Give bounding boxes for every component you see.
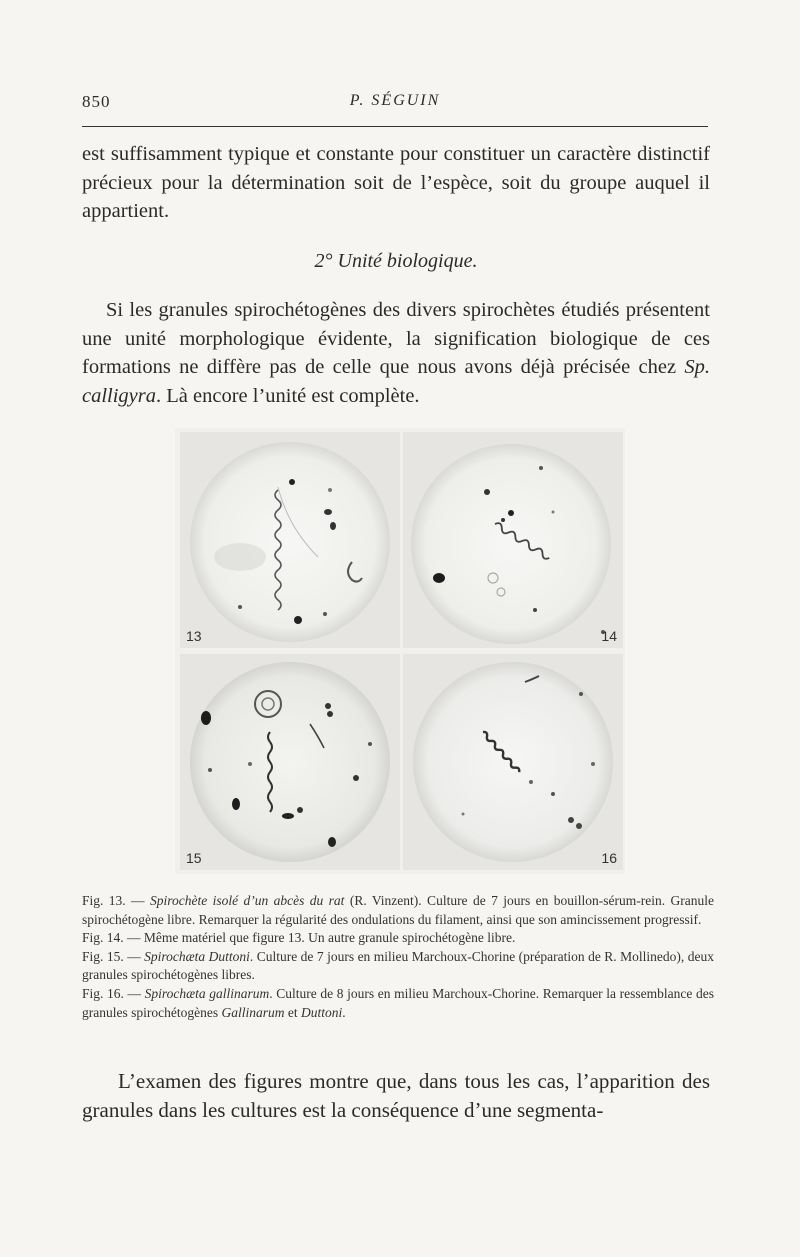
granule	[324, 509, 332, 515]
paragraph-2-text-a: Si les granules spirochétogènes des divers spirochètes étudiés présentent une unité morphologique évidente, la signification biologique de ces formations ne diffère pas de celle que nous avons déjà précisée chez	[82, 299, 710, 378]
caption-fig-16	[82, 985, 714, 1022]
micrograph-panel-15	[180, 654, 400, 870]
micrograph-15-image	[180, 654, 400, 870]
micrograph-panel-13	[180, 432, 400, 648]
granule	[579, 692, 583, 696]
caption-species: Duttoni	[300, 1004, 343, 1020]
microscope-field	[190, 442, 390, 642]
caption-label: Fig. 13. —	[82, 893, 150, 908]
caption-text: . Culture de 8 jours en milieu Marchoux-Chorine. Remarquer la ressemblance des granules spirochétogènes	[82, 985, 715, 1020]
caption-title: Spirochæta Duttoni	[144, 948, 250, 964]
granule	[328, 837, 336, 847]
granule	[484, 489, 490, 495]
panel-label-13: 13	[186, 628, 202, 644]
figure-captions	[82, 892, 714, 1022]
caption-title: Spirochæta gallinarum	[144, 985, 270, 1001]
granule	[433, 573, 445, 583]
micrograph-14-image	[403, 432, 623, 648]
caption-fig-14	[82, 929, 714, 948]
blur-patch	[214, 543, 266, 571]
granule	[294, 616, 302, 624]
panel-label-16: 16	[601, 850, 617, 866]
granule	[353, 775, 359, 781]
granule	[208, 768, 212, 772]
granule	[323, 612, 327, 616]
granule	[327, 711, 333, 717]
granule	[232, 798, 240, 810]
microscope-field	[413, 662, 613, 862]
paragraph-3: L’examen des figures montre que, dans tous les cas, l’apparition des granules dans les cultures est la conséquence d’une segmenta-	[82, 1069, 710, 1122]
granule	[282, 813, 294, 819]
granule	[325, 703, 331, 709]
micrograph-plate	[175, 428, 625, 874]
caption-title: Spirochète isolé d’un abcès du rat	[149, 893, 345, 908]
species-name: Sp. calligyra	[82, 356, 710, 407]
granule	[238, 605, 242, 609]
granule	[297, 807, 303, 813]
microscope-field	[411, 444, 611, 644]
granule	[552, 511, 555, 514]
paragraph-1: est suffisamment typique et constante pour constituer un caractère distinctif précieux pour la détermination soit de l’espèce, soit du groupe auquel il appartient.	[82, 143, 710, 222]
granule	[591, 762, 595, 766]
header-rule	[82, 126, 708, 127]
caption-text: Même matériel que figure 13. Un autre granule spirochétogène libre.	[143, 930, 516, 946]
running-head: P. SÉGUIN	[349, 92, 441, 109]
paragraph-2	[82, 296, 710, 410]
granule	[539, 466, 543, 470]
granule	[533, 608, 537, 612]
granule	[529, 780, 533, 784]
panel-label-14: 14	[601, 628, 617, 644]
granule	[330, 522, 336, 530]
caption-text: .	[342, 1004, 346, 1020]
caption-species: Gallinarum	[221, 1004, 285, 1020]
page-header	[82, 92, 708, 120]
granule	[328, 488, 332, 492]
caption-label: Fig. 16. —	[82, 985, 145, 1001]
micrograph-panel-16	[403, 654, 623, 870]
micrograph-16-image	[403, 654, 623, 870]
granule	[501, 518, 505, 522]
granule	[568, 817, 574, 823]
caption-label: Fig. 14. —	[82, 930, 144, 946]
granule	[551, 792, 555, 796]
granule	[462, 813, 465, 816]
granule	[368, 742, 372, 746]
granule	[248, 762, 252, 766]
caption-text: . Culture de 7 jours en milieu Marchoux-Chorine (préparation de R. Mollinedo), deux granules spirochétogènes libres.	[82, 948, 714, 983]
caption-label: Fig. 15. —	[82, 948, 145, 964]
caption-fig-13	[82, 892, 714, 929]
granule	[289, 479, 295, 485]
granule	[508, 510, 514, 516]
microscope-field	[190, 662, 390, 862]
panel-label-15: 15	[186, 850, 202, 866]
micrograph-13-image	[180, 432, 400, 648]
page-number: 850	[82, 92, 111, 111]
section-heading: 2° Unité biologique.	[314, 250, 478, 272]
caption-text: et	[284, 1004, 301, 1020]
granule	[576, 823, 582, 829]
granule	[201, 711, 211, 725]
paragraph-2-text-b: . Là encore l’unité est complète.	[156, 384, 420, 407]
caption-text: (R. Vinzent). Culture de 7 jours en bouillon-sérum-rein. Granule spirochétogène libre. Remarquer la régularité des ondulations du filament, ainsi que son amincissement progressif.	[82, 893, 715, 927]
caption-fig-15	[82, 948, 714, 985]
micrograph-panel-14	[403, 432, 623, 648]
